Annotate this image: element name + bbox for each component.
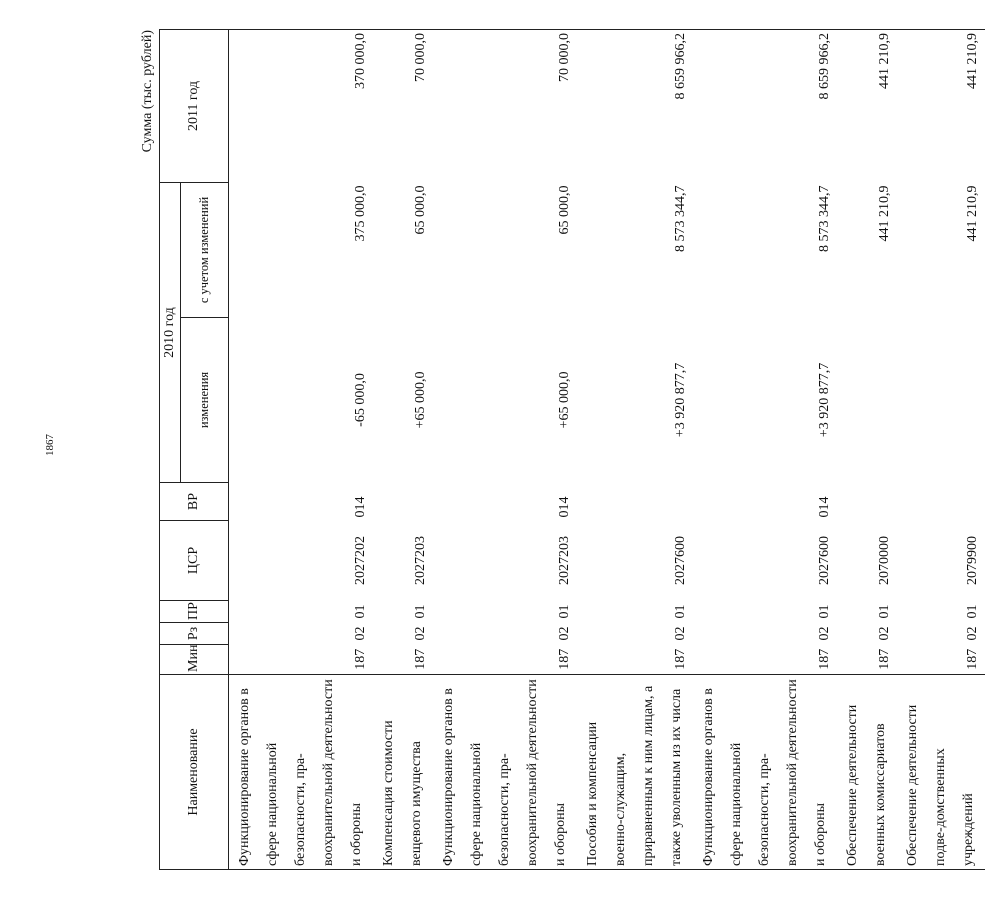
cell-vr: 014	[353, 496, 369, 518]
cell-vr	[577, 483, 693, 521]
cell-pr: 01	[557, 604, 573, 619]
cell-rz: 02	[817, 626, 833, 641]
cell-2011: 8 659 966,2	[693, 30, 837, 183]
header-changes: изменения	[181, 318, 229, 483]
cell-change	[837, 318, 897, 483]
budget-table	[159, 29, 985, 870]
cell-min: 187	[557, 648, 573, 670]
cell-vr	[897, 483, 985, 521]
cell-change: +3 920 877,7	[673, 362, 689, 438]
cell-rz: 02	[557, 626, 573, 641]
table-row	[693, 30, 837, 870]
cell-with-changes: 8 573 344,7	[673, 185, 689, 252]
header-min: Мин	[160, 645, 229, 675]
cell-vr: 014	[557, 496, 573, 518]
cell-rz: 02	[413, 626, 429, 641]
table-row	[837, 30, 897, 870]
units-caption: Сумма (тыс. рублей)	[140, 30, 155, 153]
name: Компенсация стоимости вещевого имущества	[373, 675, 433, 870]
rotated-table-block	[140, 30, 981, 870]
header-vr: ВР	[160, 483, 229, 521]
header-year-2011: 2011 год	[160, 30, 229, 183]
cell-change: +65 000,0	[413, 371, 429, 429]
cell-min: 187	[877, 648, 893, 670]
table-row	[433, 30, 577, 870]
table-body	[229, 30, 985, 870]
cell-csr: 2027600	[673, 536, 689, 585]
cell-with-changes: 65 000,0	[557, 185, 573, 235]
cell-pr: 01	[877, 604, 893, 619]
cell-pr: 01	[673, 604, 689, 619]
header-csr: ЦСР	[160, 521, 229, 601]
cell-with-changes: 441 210,9	[877, 185, 893, 242]
cell-2011: 8 659 966,2	[577, 30, 693, 183]
table-row	[897, 30, 985, 870]
cell-csr: 2027203	[557, 536, 573, 585]
cell-2011: 70 000,0	[373, 30, 433, 183]
cell-2011: 370 000,0	[229, 30, 374, 183]
cell-min: 187	[353, 648, 369, 670]
cell-with-changes: 65 000,0	[413, 185, 429, 235]
cell-change: +3 920 877,7	[817, 362, 833, 438]
page-number: 1867	[44, 434, 56, 456]
cell-rz: 02	[673, 626, 689, 641]
cell-csr: 2079900	[965, 536, 981, 585]
table-row	[373, 30, 433, 870]
cell-rz: 02	[877, 626, 893, 641]
header-name: Наименование	[160, 675, 229, 870]
cell-vr	[837, 483, 897, 521]
cell-with-changes: 8 573 344,7	[817, 185, 833, 252]
cell-with-changes: 375 000,0	[353, 185, 369, 242]
table-row	[577, 30, 693, 870]
table-row	[229, 30, 374, 870]
cell-min: 187	[817, 648, 833, 670]
cell-2011: 441 210,9	[897, 30, 985, 183]
name: Функционирование органов в сфере национальной безопасности, пра-воохранительной деятельности и обороны	[229, 675, 374, 870]
cell-csr: 2027600	[817, 536, 833, 585]
cell-vr	[373, 483, 433, 521]
cell-pr: 01	[353, 604, 369, 619]
cell-with-changes: 441 210,9	[965, 185, 981, 242]
header-rz: Рз	[160, 623, 229, 645]
name: Функционирование органов в сфере национальной безопасности, пра-воохранительной деятельности и обороны	[433, 675, 577, 870]
cell-min: 187	[965, 648, 981, 670]
cell-vr: 014	[817, 496, 833, 518]
header-with-changes: с учетом изменений	[181, 183, 229, 318]
cell-pr: 01	[413, 604, 429, 619]
cell-pr: 01	[965, 604, 981, 619]
header-pr: ПР	[160, 601, 229, 623]
cell-csr: 2027202	[353, 536, 369, 585]
cell-2011: 441 210,9	[837, 30, 897, 183]
cell-rz: 02	[353, 626, 369, 641]
cell-min: 187	[413, 648, 429, 670]
cell-change: +65 000,0	[557, 371, 573, 429]
name: Функционирование органов в сфере национальной безопасности, пра-воохранительной деятельности и обороны	[693, 675, 837, 870]
name: Обеспечение деятельности подве-домственных учреждений	[897, 675, 985, 870]
cell-csr: 2070000	[877, 536, 893, 585]
header-year-2010: 2010 год	[160, 183, 181, 483]
name: Пособия и компенсации военно-служащим, приравненным к ним лицам, а также уволенным из их числа	[577, 675, 693, 870]
cell-change	[897, 318, 985, 483]
cell-change: -65 000,0	[353, 373, 369, 427]
name: Обеспечение деятельности военных комиссариатов	[837, 675, 897, 870]
cell-2011: 70 000,0	[433, 30, 577, 183]
cell-csr: 2027203	[413, 536, 429, 585]
cell-pr: 01	[817, 604, 833, 619]
cell-rz: 02	[965, 626, 981, 641]
cell-min: 187	[673, 648, 689, 670]
